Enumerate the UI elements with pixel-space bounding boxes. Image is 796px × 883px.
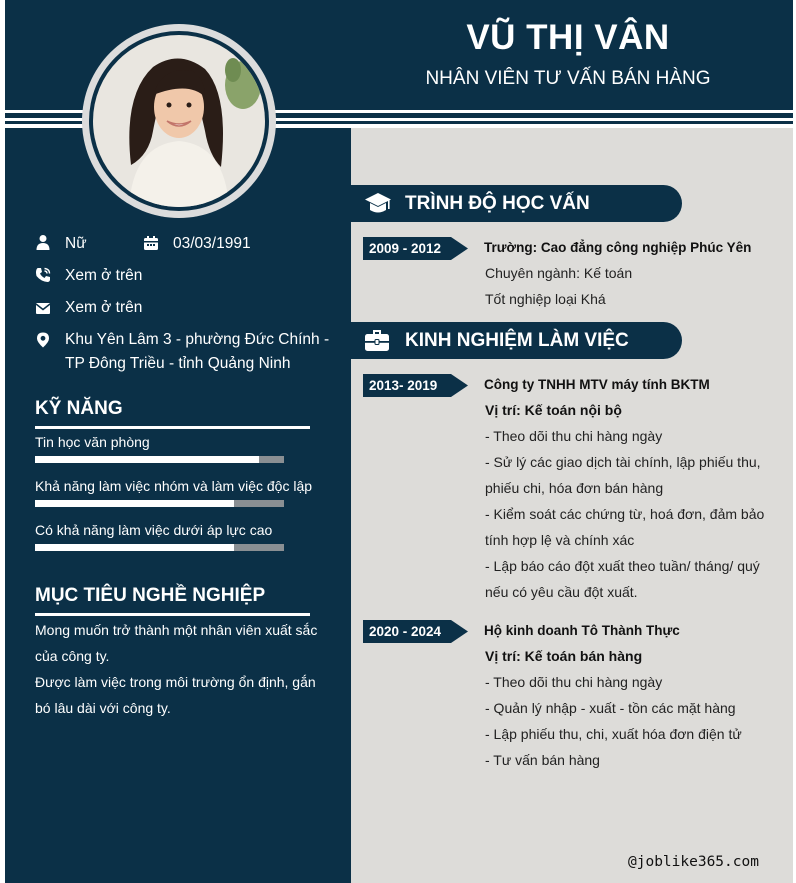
experience-company: Công ty TNHH MTV máy tính BKTM [484, 377, 710, 392]
phone-icon [35, 267, 51, 283]
address-line-2: TP Đông Triều - tỉnh Quảng Ninh [65, 355, 291, 372]
experience-duty: - Lập phiếu thu, chi, xuất hóa đơn điện tử [485, 726, 742, 742]
calendar-icon [143, 235, 159, 251]
gender-value: Nữ [65, 235, 87, 252]
experience-duty: nếu có yêu cầu đột xuất. [485, 584, 638, 600]
candidate-name: VŨ THỊ VÂN [466, 18, 670, 57]
education-title: TRÌNH ĐỘ HỌC VẤN [405, 193, 590, 214]
goals-title: MỤC TIÊU NGHỀ NGHIỆP [35, 585, 266, 606]
goal-line: Được làm việc trong môi trường ổn định, gắn [35, 674, 316, 690]
experience-position: Vị trí: Kế toán nội bộ [485, 402, 622, 418]
skill-bar-fill [35, 456, 259, 463]
briefcase-icon [364, 327, 390, 354]
birthday-value: 03/03/1991 [173, 235, 251, 252]
skills-underline [35, 426, 310, 429]
candidate-job-title: NHÂN VIÊN TƯ VẤN BÁN HÀNG [425, 68, 711, 89]
goal-line: bó lâu dài với công ty. [35, 700, 171, 716]
skill-bar-fill [35, 500, 234, 507]
experience-duty: - Lập báo cáo đột xuất theo tuần/ tháng/ quý [485, 558, 760, 574]
skill-label: Có khả năng làm việc dưới áp lực cao [35, 522, 273, 538]
envelope-icon [35, 300, 51, 316]
footer-watermark: @joblike365.com [628, 854, 759, 870]
experience-duty: - Tư vấn bán hàng [485, 752, 600, 768]
skill-bar-fill [35, 544, 234, 551]
experience-period: 2013- 2019 [369, 378, 438, 393]
goals-underline [35, 613, 310, 616]
graduation-cap-icon [364, 190, 392, 218]
email-value: Xem ở trên [65, 299, 143, 316]
phone-value: Xem ở trên [65, 267, 143, 284]
goal-line: của công ty. [35, 648, 110, 664]
skill-label: Tin học văn phòng [35, 434, 150, 450]
experience-duty: - Theo dõi thu chi hàng ngày [485, 428, 663, 444]
education-school: Trường: Cao đẳng công nghiệp Phúc Yên [484, 240, 752, 255]
address-line-1: Khu Yên Lâm 3 - phường Đức Chính - [65, 331, 330, 348]
experience-duty: tính hợp lệ và chính xác [485, 532, 635, 548]
goal-line: Mong muốn trở thành một nhân viên xuất sắc [35, 622, 318, 638]
map-pin-icon [35, 332, 51, 348]
experience-period: 2020 - 2024 [369, 624, 442, 639]
education-result: Tốt nghiệp loại Khá [485, 291, 606, 307]
user-icon [35, 234, 51, 250]
experience-duty: - Theo dõi thu chi hàng ngày [485, 674, 663, 690]
skill-label: Khả năng làm việc nhóm và làm việc độc lập [35, 478, 313, 494]
experience-title: KINH NGHIỆM LÀM VIỆC [405, 330, 629, 351]
experience-duty: - Sử lý các giao dịch tài chính, lập phiếu thu, [485, 454, 761, 470]
experience-duty: - Kiểm soát các chứng từ, hoá đơn, đảm bảo [485, 506, 765, 522]
education-major: Chuyên ngành: Kế toán [485, 265, 633, 281]
education-period: 2009 - 2012 [369, 241, 442, 256]
skill-bar [35, 544, 284, 551]
experience-duty: phiếu chi, hóa đơn bán hàng [485, 480, 664, 496]
skills-title: KỸ NĂNG [35, 398, 123, 419]
experience-position: Vị trí: Kế toán bán hàng [485, 648, 643, 664]
skill-bar [35, 500, 284, 507]
avatar [93, 35, 265, 207]
skill-bar [35, 456, 284, 463]
experience-company: Hộ kinh doanh Tô Thành Thực [484, 623, 680, 638]
experience-duty: - Quản lý nhập - xuất - tồn các mặt hàng [485, 700, 736, 716]
